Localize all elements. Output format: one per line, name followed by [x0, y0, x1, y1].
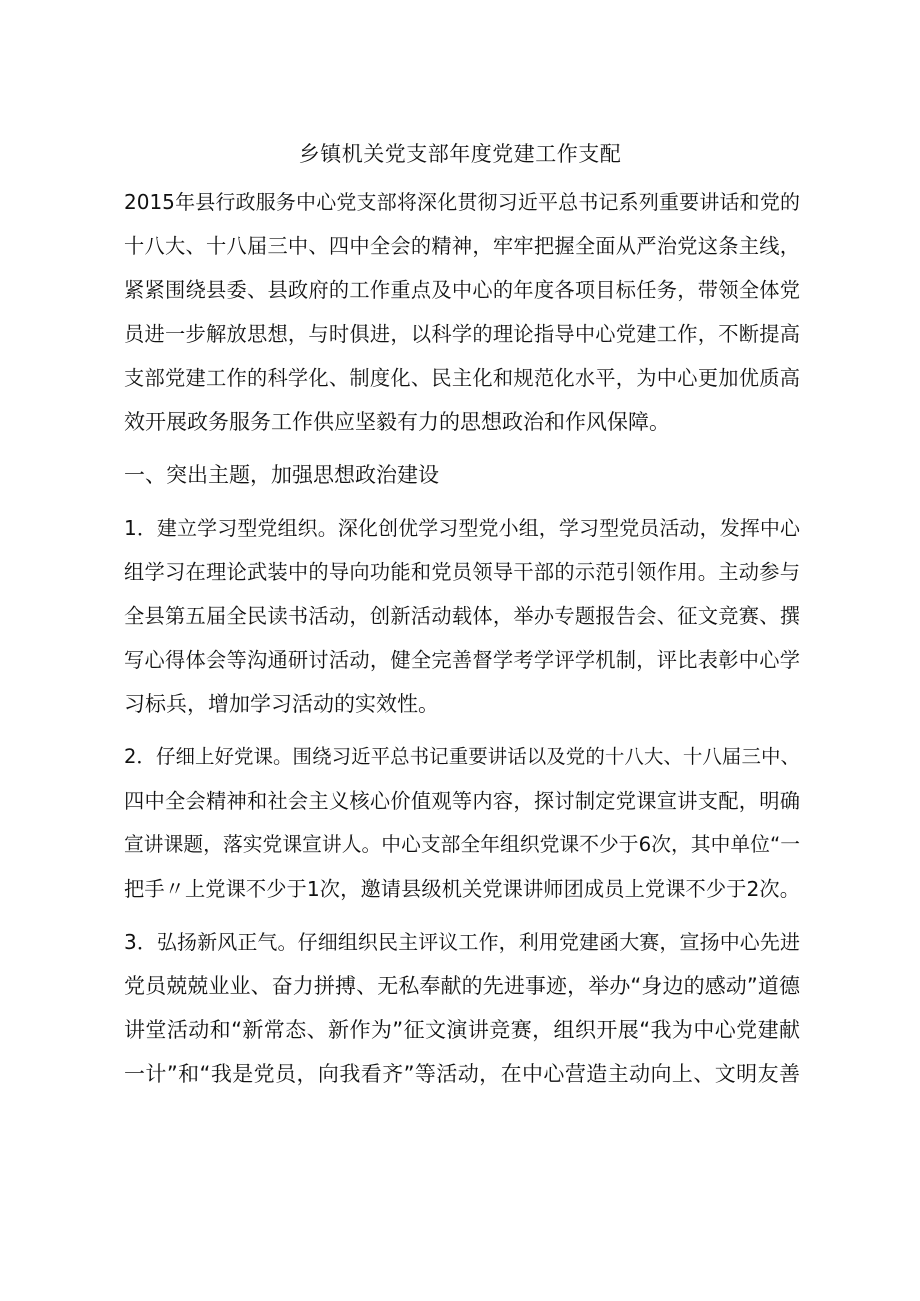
- document-body: [124, 180, 800, 1096]
- item-2-line: 四中全会精神和社会主义核心价值观等内容，探讨制定党课宣讲支配，明确: [124, 789, 800, 813]
- intro-line: 员进一步解放思想，与时俱进，以科学的理论指导中心党建工作，不断提高: [124, 322, 800, 346]
- intro-line: 2015年县行政服务中心党支部将深化贯彻习近平总书记系列重要讲话和党的: [124, 190, 800, 214]
- intro-line: 紧紧围绕县委、县政府的工作重点及中心的年度各项目标任务，带领全体党: [124, 278, 800, 302]
- item-1-line: 写心得体会等沟通研讨活动，健全完善督学考学评学机制，评比表彰中心学: [124, 648, 800, 672]
- item-3-line: 3．弘扬新风正气。仔细组织民主评议工作，利用党建函大赛，宣扬中心先进: [124, 930, 800, 954]
- item-3-line: 一计”和“我是党员，向我看齐”等活动，在中心营造主动向上、文明友善: [124, 1062, 800, 1086]
- section-heading: [124, 453, 800, 497]
- item-3-paragraph: [124, 920, 800, 1096]
- intro-line: 支部党建工作的科学化、制度化、民主化和规范化水平，为中心更加优质高: [124, 366, 800, 390]
- item-2-line: 2．仔细上好党课。围绕习近平总书记重要讲话以及党的十八大、十八届三中、: [124, 745, 800, 768]
- item-3-line: 党员兢兢业业、奋力拼搏、无私奉献的先进事迹，举办“身边的感动”道德: [124, 974, 800, 998]
- item-1-line: 组学习在理论武装中的导向功能和党员领导干部的示范引领作用。主动参与: [124, 560, 800, 584]
- item-1-line: 全县第五届全民读书活动，创新活动载体，举办专题报告会、征文竞赛、撰: [124, 604, 800, 628]
- item-2-paragraph: [124, 735, 800, 911]
- item-2-line: 宣讲课题，落实党课宣讲人。中心支部全年组织党课不少于6次，其中单位“一: [124, 833, 800, 856]
- item-2-line: 把手〃上党课不少于1次，邀请县级机关党课讲师团成员上党课不少于2次。: [124, 877, 800, 901]
- section-heading-text: 一、突出主题，加强思想政治建设: [124, 463, 439, 487]
- item-3-line: 讲堂活动和“新常态、新作为”征文演讲竞赛，组织开展“我为中心党建献: [124, 1018, 800, 1042]
- intro-line: 十八大、十八届三中、四中全会的精神，牢牢把握全面从严治党这条主线，: [124, 234, 800, 258]
- document-title: 乡镇机关党支部年度党建工作支配: [298, 142, 622, 166]
- item-1-paragraph: [124, 506, 800, 726]
- item-1-line: 习标兵，增加学习活动的实效性。: [124, 692, 439, 716]
- intro-paragraph: [124, 180, 800, 444]
- intro-line: 效开展政务服务工作供应坚毅有力的思想政治和作风保障。: [124, 410, 670, 434]
- item-1-line: 1．建立学习型党组织。深化创优学习型党小组，学习型党员活动，发挥中心: [124, 516, 800, 540]
